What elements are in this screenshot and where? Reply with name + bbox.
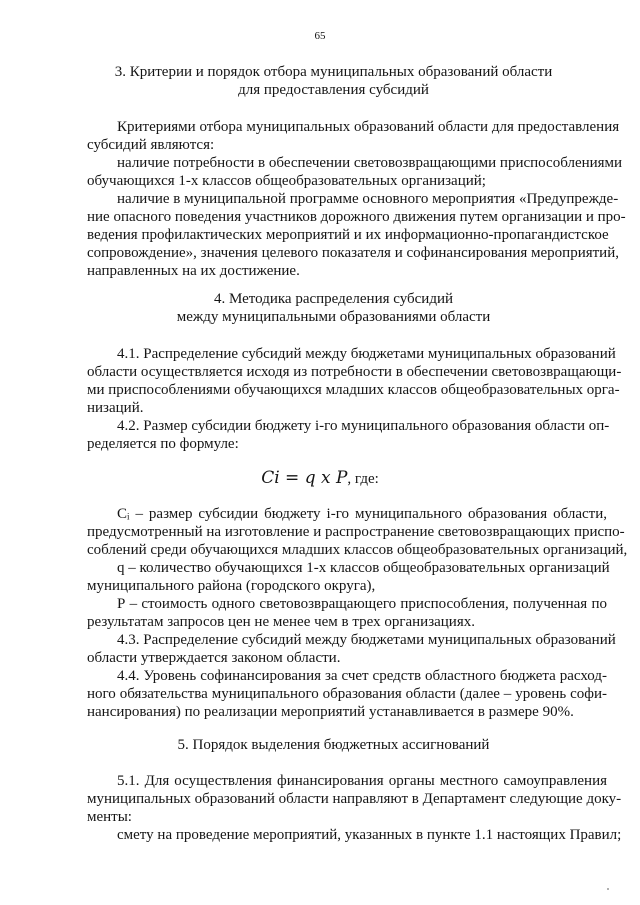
- text-line: области утверждается законом области.: [87, 650, 341, 666]
- text-line: Р – стоимость одного световозвращающего приспособления, полученная по: [117, 596, 607, 612]
- text-line: ределяется по формуле:: [87, 436, 239, 452]
- text-line: смету на проведение мероприятий, указанных в пункте 1.1 настоящих Правил;: [117, 827, 622, 843]
- text-line: предусмотренный на изготовление и распространение световозвращающих приспо-: [87, 524, 625, 540]
- scan-speck: [607, 888, 609, 890]
- section-3-paragraph-1: [87, 118, 620, 154]
- text-line: менты:: [87, 809, 132, 825]
- section-4-paragraph-4-3: [87, 631, 616, 667]
- text-line: ми приспособлениями обучающихся младших классов общеобразовательных орга-: [87, 382, 620, 398]
- text-line: наличие в муниципальной программе основного мероприятия «Предупрежде-: [117, 191, 619, 207]
- section-5-paragraph-5-1: [87, 772, 622, 826]
- section-3-heading-line1: 3. Критерии и порядок отбора муниципальных образований области: [114, 64, 553, 80]
- section-4-paragraph-4-4: [87, 667, 607, 721]
- text-line: q – количество обучающихся 1-х классов общеобразовательных организаций: [117, 560, 610, 576]
- text-line: Критериями отбора муниципальных образований области для предоставления: [117, 119, 620, 135]
- text-line: муниципального района (городского округа),: [87, 578, 376, 594]
- text-line: 4.2. Размер субсидии бюджету i-го муниципального образования области оп-: [117, 418, 610, 434]
- text-line: направленных на их достижение.: [87, 263, 300, 279]
- text-line: низаций.: [87, 400, 144, 416]
- text-line: 4.3. Распределение субсидий между бюджетами муниципальных образований: [117, 632, 616, 648]
- section-4-definition-ci: [87, 505, 628, 559]
- text-line: субсидий являются:: [87, 137, 215, 153]
- text-line: результатам запросов цен не менее чем в трех организациях.: [87, 614, 475, 630]
- page-number: 65: [314, 30, 326, 42]
- section-4-paragraph-4-2: [87, 417, 610, 453]
- section-5-heading-line: 5. Порядок выделения бюджетных ассигнований: [177, 737, 490, 753]
- text-line: 4.4. Уровень софинансирования за счет средств областного бюджета расход-: [117, 668, 607, 684]
- text-line: ние опасного поведения участников дорожного движения путем организации и про-: [87, 209, 626, 225]
- section-4-heading-line1: 4. Методика распределения субсидий: [213, 291, 454, 307]
- text-line: муниципальных образований области направляют в Департамент следующие доку-: [87, 791, 622, 807]
- section-4-heading: [60, 290, 607, 326]
- text-line: обучающихся 1-х классов общеобразовательных организаций;: [87, 173, 486, 189]
- text-line: ного обязательства муниципального образования области (далее – уровень софи-: [87, 686, 607, 702]
- text-line: соблений среди обучающихся младших классов общеобразовательных организаций,: [87, 542, 628, 558]
- section-4-definition-p: [87, 595, 607, 631]
- text-line: ведения профилактических мероприятий и их информационно-пропагандистское: [87, 227, 609, 243]
- section-3-heading-line2: для предоставления субсидий: [238, 82, 429, 98]
- section-4-paragraph-4-1: [87, 345, 622, 417]
- section-3-heading: [60, 63, 607, 99]
- text-line: наличие потребности в обеспечении световозвращающими приспособлениями: [117, 155, 623, 171]
- text-line: Cᵢ – размер субсидии бюджету i-го муниципального образования области,: [117, 506, 607, 522]
- formula-suffix: , где:: [347, 471, 379, 487]
- subsidy-formula: [0, 468, 640, 489]
- text-line: сопровождение», значения целевого показателя и софинансирования мероприятий,: [87, 245, 619, 261]
- text-line: 5.1. Для осуществления финансирования органы местного самоуправления: [117, 773, 607, 789]
- section-4-definition-q: [87, 559, 610, 595]
- section-3-paragraph-3: [87, 190, 626, 280]
- formula-expression: Ci = q x P: [261, 468, 348, 488]
- section-5-heading: [60, 736, 607, 754]
- text-line: области осуществляется исходя из потребности в обеспечении световозвращающи-: [87, 364, 622, 380]
- text-line: 4.1. Распределение субсидий между бюджетами муниципальных образований: [117, 346, 616, 362]
- text-line: нансирования) по реализации мероприятий устанавливается в размере 90%.: [87, 704, 574, 720]
- section-4-heading-line2: между муниципальными образованиями области: [176, 309, 491, 325]
- section-5-paragraph-2: [87, 826, 622, 844]
- section-3-paragraph-2: [87, 154, 623, 190]
